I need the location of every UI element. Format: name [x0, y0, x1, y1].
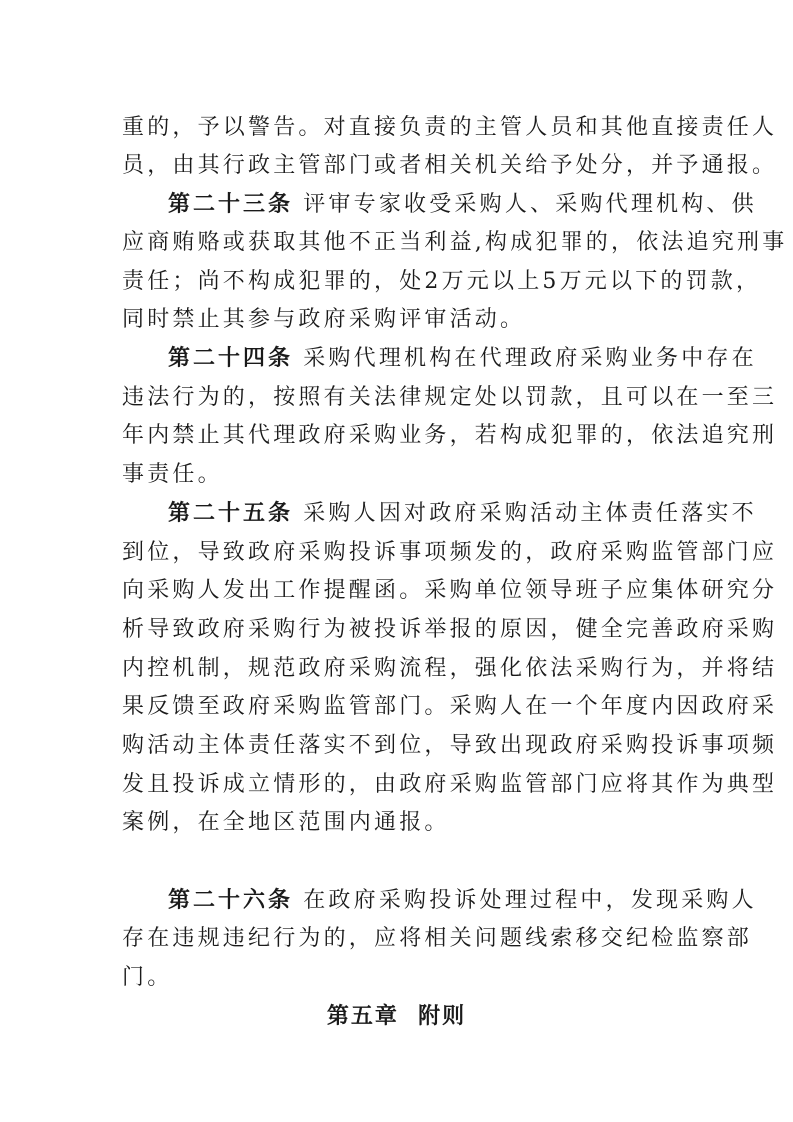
text-line: 案例，在全地区范围内通报。 [122, 810, 450, 835]
text-line: 同时禁止其参与政府采购评审活动。 [122, 307, 526, 332]
text-line: 违法行为的，按照有关法律规定处以罚款，且可以在一至三 [122, 385, 778, 410]
article-26-heading: 第二十六条 [168, 888, 294, 913]
text-line: 应商贿赂或获取其他不正当利益,构成犯罪的，依法追究刑事 [122, 230, 788, 255]
article-23-text: 评审专家收受采购人、采购代理机构、供 [303, 192, 757, 217]
text-line: 责任；尚不构成犯罪的，处2万元以上5万元以下的罚款， [122, 269, 762, 294]
text-line: 发且投诉成立情形的，由政府采购监管部门应将其作为典型 [122, 772, 778, 797]
text-line: 存在违规违纪行为的，应将相关问题线索移交纪检监察部 [122, 926, 753, 951]
article-25-heading: 第二十五条 [168, 501, 294, 526]
text-line: 向采购人发出工作提醒函。采购单位领导班子应集体研究分 [122, 578, 778, 603]
article-26-first-line [168, 887, 757, 915]
text-line: 内控机制，规范政府采购流程，强化依法采购行为，并将结 [122, 656, 778, 681]
article-23-first-line [168, 191, 757, 219]
text-line: 果反馈至政府采购监管部门。采购人在一个年度内因政府采 [122, 694, 778, 719]
text-line: 员，由其行政主管部门或者相关机关给予处分，并予通报。 [122, 153, 778, 178]
text-line: 购活动主体责任落实不到位，导致出现政府采购投诉事项频 [122, 733, 778, 758]
article-26-text: 在政府采购投诉处理过程中，发现采购人 [303, 888, 757, 913]
article-24-first-line [168, 345, 757, 373]
article-24-text: 采购代理机构在代理政府采购业务中存在 [303, 346, 757, 371]
article-23-heading: 第二十三条 [168, 192, 294, 217]
text-line: 门。 [122, 965, 173, 990]
text-line: 事责任。 [122, 462, 223, 487]
article-24-heading: 第二十四条 [168, 346, 294, 371]
text-line: 析导致政府采购行为被投诉举报的原因，健全完善政府采购 [122, 617, 778, 642]
text-line: 年内禁止其代理政府采购业务，若构成犯罪的，依法追究刑 [122, 423, 778, 448]
article-25-text: 采购人因对政府采购活动主体责任落实不 [303, 501, 757, 526]
text-line: 到位，导致政府采购投诉事项频发的，政府采购监管部门应 [122, 540, 778, 565]
article-25-first-line [168, 500, 757, 528]
chapter-title: 第五章 附则 [326, 1004, 467, 1029]
text-line: 重的，予以警告。对直接负责的主管人员和其他直接责任人 [122, 115, 778, 140]
